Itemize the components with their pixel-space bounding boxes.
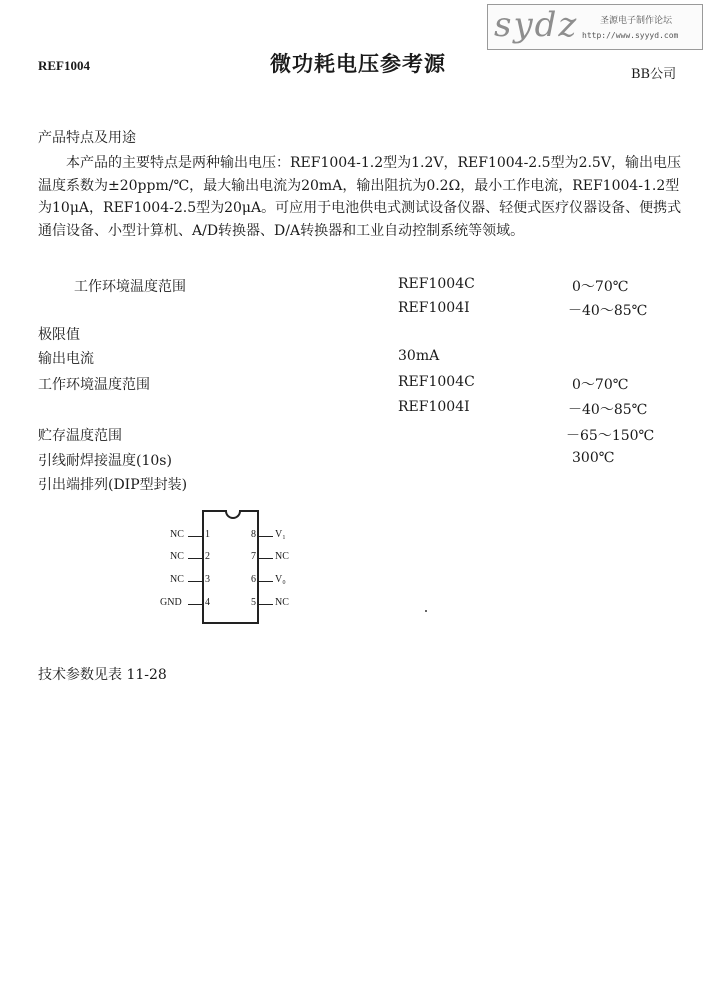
pin-7-name: NC: [275, 551, 289, 562]
pin-5-number: 5: [251, 597, 256, 608]
limits-heading: 极限值: [38, 327, 80, 343]
pin-2-number: 2: [205, 551, 210, 562]
solder-temp-label: 引线耐焊接温度(10s): [38, 453, 172, 469]
features-heading: 产品特点及用途: [38, 130, 136, 146]
pin-3-number: 3: [205, 574, 210, 585]
storage-temp-label: 贮存温度范围: [38, 428, 122, 444]
solder-temp-value: 300℃: [572, 450, 615, 466]
pin-6-name: V₀: [275, 574, 286, 585]
pin-7-lead: [259, 558, 273, 559]
op-temp-model-c: REF1004C: [398, 276, 475, 292]
pin-5-name: NC: [275, 597, 289, 608]
pin-4-number: 4: [205, 597, 210, 608]
pin-6-number: 6: [251, 574, 256, 585]
pin-8-lead: [259, 536, 273, 537]
pin-1-lead: [188, 536, 202, 537]
pin-4-lead: [188, 604, 202, 605]
features-paragraph: 本产品的主要特点是两种输出电压：REF1004-1.2型为1.2V，REF1004-2.5型为2.5V，输出电压温度系数为±20ppm/℃，最大输出电流为20mA，输出阻抗为0.2Ω，最小工作电流，REF1004-1.2型为10μA，REF1004-2.5型为20μA。可应用于电池供电式测试设备仪器、轻便式医疗仪器设备、便携式通信设备、小型计算机、A/D转换器、D/A转换器和工业自动控制系统等领域。: [38, 155, 682, 239]
limits-op-temp-range-c: 0～70℃: [572, 377, 629, 393]
watermark-site-name: 圣源电子制作论坛: [600, 16, 673, 26]
op-temp-range-c: 0～70℃: [572, 279, 629, 295]
pin-2-name: NC: [170, 551, 184, 562]
watermark-logo-text: sydz: [494, 5, 579, 45]
watermark-logo: [487, 4, 703, 50]
limits-op-temp-model-c: REF1004C: [398, 374, 475, 390]
pin-1-name: NC: [170, 529, 184, 540]
pin1-notch: [225, 510, 241, 519]
op-temp-model-i: REF1004I: [398, 300, 470, 316]
pin-7-number: 7: [251, 551, 256, 562]
pin-3-name: NC: [170, 574, 184, 585]
pin-8-name: V₁: [275, 529, 286, 540]
pin-4-name: GND: [160, 597, 182, 608]
scan-speck: [425, 610, 427, 612]
watermark-url: http://www.syyyd.com: [582, 31, 679, 40]
output-current-label: 输出电流: [38, 351, 94, 367]
part-number: REF1004: [38, 58, 90, 73]
page-title: 微功耗电压参考源: [270, 51, 446, 76]
output-current-value: 30mA: [398, 348, 440, 364]
pinout-label: 引出端排列(DIP型封装): [38, 477, 188, 493]
pin-6-lead: [259, 581, 273, 582]
limits-op-temp-label: 工作环境温度范围: [38, 377, 150, 393]
op-temp-label: 工作环境温度范围: [74, 279, 186, 295]
pin-1-number: 1: [205, 529, 210, 540]
limits-op-temp-model-i: REF1004I: [398, 399, 470, 415]
pin-2-lead: [188, 558, 202, 559]
pin-3-lead: [188, 581, 202, 582]
pin-8-number: 8: [251, 529, 256, 540]
pin-5-lead: [259, 604, 273, 605]
limits-op-temp-range-i: －40～85℃: [568, 402, 648, 418]
manufacturer: BB公司: [631, 67, 677, 82]
op-temp-range-i: －40～85℃: [568, 303, 648, 319]
storage-temp-value: －65～150℃: [566, 428, 655, 444]
table-reference: 技术参数见表 11-28: [38, 667, 167, 683]
